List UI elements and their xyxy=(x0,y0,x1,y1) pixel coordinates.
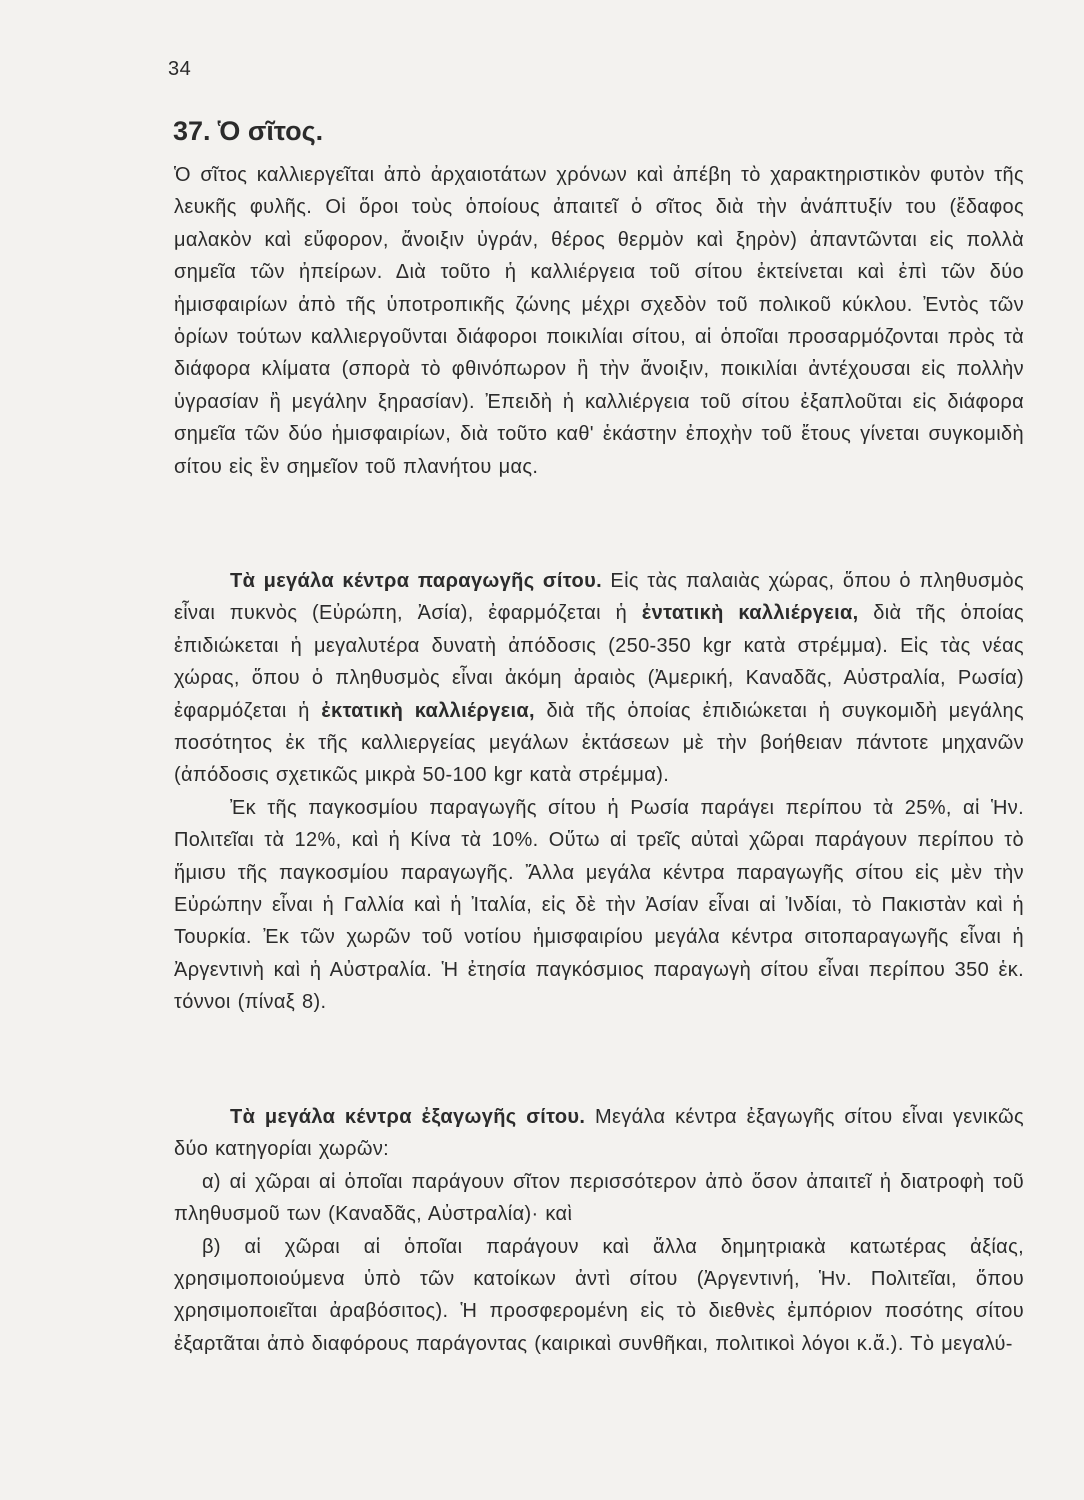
production-section xyxy=(174,565,1024,1019)
production-heading: Τὰ μεγάλα κέντρα παραγωγῆς σίτου. xyxy=(230,570,602,592)
section-title: 37. Ὁ σῖτος. xyxy=(173,116,324,146)
production-text-2: διὰ τῆς ὁποίας ἐπιδιώκεται ἡ μεγαλυτέρα δυνατὴ ἀπόδοσις (250-350 kgr κατὰ στρέμμα). Εἰς τὰς νέας χώρας, ὅπου ὁ πληθυσμὸς εἶναι ἀκόμη ἀραιὸς (Ἀμερική, Καναδᾶς, Αὐστραλία, Ρωσία) ἐφαρμόζεται ἡ xyxy=(174,602,1024,722)
export-paragraph xyxy=(174,1101,1024,1166)
intro-paragraph xyxy=(174,159,1024,483)
term-extensive-cultivation: ἐκτατικὴ καλλιέργεια, xyxy=(321,699,535,722)
production-text-1: Εἰς τὰς παλαιὰς χώρας, ὅπου ὁ πληθυσμὸς εἶναι πυκνὸς (Εὐρώπη, Ἀσία), ἐφαρμόζεται ἡ xyxy=(174,570,1025,625)
term-intensive-cultivation: ἐντατικὴ καλλιέργεια, xyxy=(641,602,859,625)
export-item-b: β) αἱ χῶραι αἱ ὁποῖαι παράγουν καὶ ἄλλα δημητριακὰ κατωτέρας ἀξίας, χρησιμοποιούμενα ὑπὸ τῶν κατοίκων ἀντὶ σίτου (Ἀργεντινή, Ἡν. Πολιτεῖαι, ὅπου χρησιμοποιεῖται ἀραβόσιτος). Ἡ προσφερομένη εἰς τὸ διεθνὲς ἐμπόριον ποσότης σίτου ἐξαρτᾶται ἀπὸ διαφόρους παράγοντας (καιρικαὶ συνθῆκαι, πολιτικοὶ λόγοι κ.ἄ.). Τὸ μεγαλύ- xyxy=(174,1235,1024,1355)
page-number: 34 xyxy=(168,58,192,80)
production-paragraph xyxy=(174,565,1024,792)
export-text-1: Μεγάλα κέντρα ἐξαγωγῆς σίτου εἶναι γενικῶς δύο κατηγορίαι χωρῶν: xyxy=(174,1106,1024,1161)
export-section xyxy=(174,1101,1024,1360)
production-text-3: διὰ τῆς ὁποίας ἐπιδιώκεται ἡ συγκομιδὴ μεγάλης ποσότητος ἐκ τῆς καλλιεργείας μεγάλων ἐκτάσεων μὲ τὴν βοήθειαν πάντοτε μηχανῶν (ἀπόδοσις σχετικῶς μικρὰ 50-100 kgr κατὰ στρέμμα). xyxy=(174,699,1024,787)
export-item-a: α) αἱ χῶραι αἱ ὁποῖαι παράγουν σῖτον περισσότερον ἀπὸ ὅσον ἀπαιτεῖ ἡ διατροφὴ τοῦ πληθυσμοῦ των (Καναδᾶς, Αὐστραλία)· καὶ xyxy=(174,1170,1024,1226)
production-stats-paragraph: Ἐκ τῆς παγκοσμίου παραγωγῆς σίτου ἡ Ρωσία παράγει περίπου τὰ 25%, αἱ Ἡν. Πολιτεῖαι τὰ 12%, καὶ ἡ Κίνα τὰ 10%. Οὕτω αἱ τρεῖς αὐταὶ χῶραι παράγουν περίπου τὸ ἥμισυ τῆς παγκοσμίου παραγωγῆς. Ἄλλα μεγάλα κέντρα παραγωγῆς σίτου εἰς μὲν τὴν Εὐρώπην εἶναι ἡ Γαλλία καὶ ἡ Ἰταλία, εἰς δὲ τὴν Ἀσίαν εἶναι αἱ Ἰνδίαι, τὸ Πακιστὰν καὶ ἡ Τουρκία. Ἐκ τῶν χωρῶν τοῦ νοτίου ἡμισφαιρίου μεγάλα κέντρα σιτοπαραγωγῆς εἶναι ἡ Ἀργεντινὴ καὶ ἡ Αὐστραλία. Ἡ ἐτησία παγκόσμιος παραγωγὴ σίτου εἶναι περίπου 350 ἑκ. τόννοι (πίναξ 8). xyxy=(174,796,1024,1014)
export-heading: Τὰ μεγάλα κέντρα ἐξαγωγῆς σίτου. xyxy=(230,1106,586,1128)
intro-text: Ὁ σῖτος καλλιεργεῖται ἀπὸ ἀρχαιοτάτων χρόνων καὶ ἀπέβη τὸ χαρακτηριστικὸν φυτὸν τῆς λευκῆς φυλῆς. Οἱ ὅροι τοὺς ὁποίους ἀπαιτεῖ ὁ σῖτος διὰ τὴν ἀνάπτυξίν του (ἔδαφος μαλακὸν καὶ εὔφορον, ἄνοιξιν ὑγράν, θέρος θερμὸν καὶ ξηρὸν) ἀπαντῶνται εἰς πολλὰ σημεῖα τῶν ἠπείρων. Διὰ τοῦτο ἡ καλλιέργεια τοῦ σίτου ἐκτείνεται καὶ ἐπὶ τῶν δύο ἡμισφαιρίων ἀπὸ τῆς ὑποτροπικῆς ζώνης μέχρι σχεδὸν τοῦ πολικοῦ κύκλου. Ἐντὸς τῶν ὁρίων τούτων καλλιεργοῦνται διάφοροι ποικιλίαι σίτου, αἱ ὁποῖαι προσαρμόζονται πρὸς τὰ διάφορα κλίματα (σπορὰ τὸ φθινόπωρον ἢ τὴν ἄνοιξιν, ποικιλίαι ἀντέχουσαι εἰς πολλὴν ὑγρασίαν ἢ μεγάλην ξηρασίαν). Ἐπειδὴ ἡ καλλιέργεια τοῦ σίτου ἐξαπλοῦται εἰς διάφορα σημεῖα τῶν δύο ἡμισφαιρίων, διὰ τοῦτο καθ' ἑκάστην ἐποχὴν τοῦ ἔτους γίνεται συγκομιδὴ σίτου εἰς ἓν σημεῖον τοῦ πλανήτου μας. xyxy=(174,164,1024,478)
